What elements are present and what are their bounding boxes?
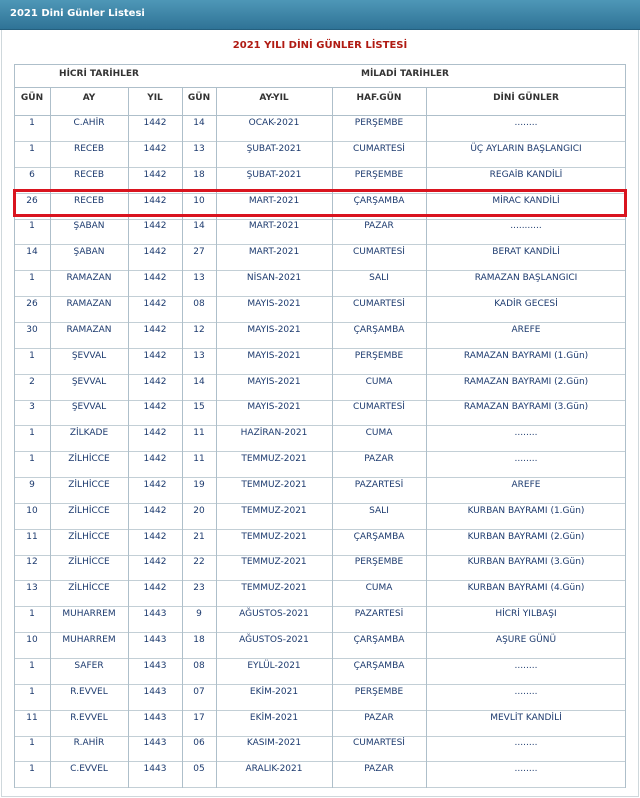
cell-month-year-miladi: MAYIS-2021	[247, 376, 301, 387]
col-weekday: HAF.GÜN	[356, 93, 402, 103]
cell-month-hicri: ŞEVVAL	[71, 376, 107, 387]
cell-year-hicri: 1442	[143, 195, 167, 206]
cell-weekday: PAZAR	[364, 454, 394, 465]
cell-day-hicri: 6	[29, 169, 35, 180]
cell-day-miladi: 11	[193, 454, 205, 465]
cell-month-hicri: MUHARREM	[62, 609, 116, 620]
cell-weekday: CUMA	[365, 583, 393, 594]
cell-religious-day: ........	[514, 738, 538, 749]
cell-day-miladi: 13	[193, 143, 205, 154]
cell-month-year-miladi: MART-2021	[248, 221, 300, 232]
cell-weekday: PERŞEMBE	[354, 686, 404, 697]
col-miladi-month-year: AY-YIL	[259, 93, 289, 103]
cell-religious-day: KADİR GECESİ	[494, 298, 558, 309]
table-row	[14, 400, 626, 426]
cell-month-hicri: C.AHİR	[73, 118, 105, 128]
cell-month-hicri: RECEB	[73, 143, 105, 154]
cell-day-miladi: 19	[193, 479, 205, 490]
cell-month-hicri: ŞEVVAL	[71, 350, 107, 361]
cell-religious-day: ...........	[510, 221, 542, 232]
cell-year-hicri: 1442	[143, 505, 167, 516]
document-title: 2021 YILI DİNİ GÜNLER LİSTESİ	[232, 40, 408, 51]
cell-month-year-miladi: MAYIS-2021	[247, 402, 301, 413]
cell-day-miladi: 07	[193, 686, 205, 697]
window-title: 2021 Dini Günler Listesi	[10, 8, 145, 19]
table-row	[14, 736, 626, 762]
cell-religious-day: KURBAN BAYRAMI (2.Gün)	[467, 531, 585, 542]
cell-month-hicri: MUHARREM	[62, 635, 116, 645]
cell-year-hicri: 1442	[143, 402, 167, 413]
cell-weekday: PAZAR	[364, 764, 394, 775]
cell-month-year-miladi: MAYIS-2021	[247, 298, 301, 309]
col-hicri-month: AY	[82, 93, 96, 103]
cell-religious-day: KURBAN BAYRAMI (1.Gün)	[467, 505, 585, 516]
cell-weekday: CUMA	[365, 428, 393, 439]
cell-religious-day: AREFE	[511, 324, 541, 335]
cell-day-miladi: 27	[193, 247, 205, 258]
window-title-bar	[0, 0, 640, 30]
cell-day-hicri: 9	[29, 479, 35, 490]
table-row	[14, 245, 626, 271]
cell-month-hicri: ZİLHİCCE	[68, 479, 110, 490]
table-row	[14, 530, 626, 556]
cell-day-miladi: 20	[193, 505, 205, 516]
col-hicri-day: GÜN	[20, 93, 44, 103]
cell-month-year-miladi: ARALIK-2021	[245, 764, 303, 775]
table-row	[14, 452, 626, 478]
table-row	[14, 504, 626, 530]
cell-day-hicri: 11	[26, 712, 38, 723]
cell-year-hicri: 1442	[143, 143, 167, 154]
cell-year-hicri: 1442	[143, 350, 167, 361]
cell-weekday: SALI	[369, 273, 389, 284]
table-row	[14, 659, 626, 685]
cell-religious-day: MİRAC KANDİLİ	[492, 195, 560, 206]
cell-month-year-miladi: KASIM-2021	[246, 738, 302, 749]
cell-weekday: PERŞEMBE	[354, 118, 404, 128]
cell-month-year-miladi: ŞUBAT-2021	[246, 143, 302, 154]
cell-weekday: ÇARŞAMBA	[353, 324, 405, 335]
cell-month-year-miladi: TEMMUZ-2021	[241, 583, 307, 594]
table-row	[14, 633, 626, 659]
cell-year-hicri: 1442	[143, 169, 167, 180]
cell-religious-day: RAMAZAN BAYRAMI (3.Gün)	[463, 402, 589, 413]
cell-day-miladi: 13	[193, 350, 205, 361]
cell-day-miladi: 08	[193, 660, 205, 671]
cell-month-hicri: ZİLHİCCE	[68, 505, 110, 516]
table-row	[14, 349, 626, 375]
cell-day-hicri: 1	[29, 660, 35, 671]
cell-month-year-miladi: MART-2021	[248, 247, 300, 258]
cell-religious-day: ........	[514, 454, 538, 465]
cell-religious-day: MEVLİT KANDİLİ	[490, 712, 562, 723]
cell-weekday: CUMARTESİ	[353, 247, 405, 258]
table-row	[14, 478, 626, 504]
cell-year-hicri: 1442	[143, 118, 167, 128]
cell-religious-day: REGAİB KANDİLİ	[489, 169, 563, 180]
cell-weekday: PERŞEMBE	[354, 557, 404, 568]
cell-year-hicri: 1442	[143, 376, 167, 387]
cell-month-hicri: RAMAZAN	[66, 273, 112, 284]
cell-day-miladi: 12	[193, 324, 205, 335]
cell-year-hicri: 1442	[143, 273, 167, 284]
cell-religious-day: BERAT KANDİLİ	[492, 247, 560, 258]
cell-month-hicri: ŞABAN	[73, 247, 105, 258]
cell-weekday: ÇARŞAMBA	[353, 635, 405, 645]
cell-month-hicri: R.EVVEL	[70, 686, 108, 697]
cell-year-hicri: 1442	[143, 298, 167, 309]
cell-year-hicri: 1442	[143, 428, 167, 439]
table-row	[14, 581, 626, 607]
cell-month-year-miladi: EKİM-2021	[249, 712, 299, 723]
cell-month-year-miladi: EKİM-2021	[249, 686, 299, 697]
cell-religious-day: ........	[514, 118, 538, 128]
cell-day-hicri: 1	[29, 454, 35, 465]
table-row	[14, 219, 626, 245]
cell-month-year-miladi: TEMMUZ-2021	[241, 531, 307, 542]
cell-day-hicri: 14	[26, 247, 38, 258]
cell-month-hicri: RECEB	[73, 195, 105, 206]
cell-weekday: CUMARTESİ	[353, 738, 405, 749]
hicri-group-header: HİCRİ TARİHLER	[59, 69, 139, 79]
cell-month-year-miladi: AĞUSTOS-2021	[239, 609, 309, 620]
cell-weekday: ÇARŞAMBA	[353, 531, 405, 542]
cell-religious-day: ........	[514, 660, 538, 671]
cell-day-miladi: 15	[193, 402, 205, 413]
cell-religious-day: RAMAZAN BAYRAMI (2.Gün)	[463, 376, 589, 387]
cell-weekday: CUMA	[365, 376, 393, 387]
cell-month-year-miladi: AĞUSTOS-2021	[239, 635, 309, 645]
cell-month-hicri: ZİLHİCCE	[68, 557, 110, 568]
table-row	[14, 685, 626, 711]
table-column-header	[14, 88, 626, 116]
cell-day-hicri: 2	[29, 376, 35, 387]
cell-day-hicri: 1	[29, 273, 35, 284]
cell-day-miladi: 06	[193, 738, 205, 749]
cell-weekday: PAZARTESİ	[354, 609, 404, 620]
cell-year-hicri: 1442	[143, 479, 167, 490]
cell-year-hicri: 1442	[143, 583, 167, 594]
table-row	[14, 607, 626, 633]
cell-religious-day: AREFE	[511, 479, 541, 490]
cell-month-hicri: ZİLKADE	[69, 428, 109, 439]
cell-month-year-miladi: OCAK-2021	[248, 118, 300, 128]
cell-year-hicri: 1443	[143, 764, 167, 775]
cell-month-hicri: ŞEVVAL	[71, 402, 107, 413]
cell-day-hicri: 26	[26, 298, 38, 309]
cell-religious-day: HİCRİ YILBAŞI	[495, 609, 557, 620]
cell-day-hicri: 3	[29, 402, 35, 413]
cell-year-hicri: 1443	[143, 686, 167, 697]
cell-day-hicri: 1	[29, 143, 35, 154]
cell-weekday: ÇARŞAMBA	[353, 195, 405, 206]
cell-month-year-miladi: TEMMUZ-2021	[241, 505, 307, 516]
cell-weekday: CUMARTESİ	[353, 143, 405, 154]
table-group-header	[14, 64, 626, 88]
cell-weekday: PERŞEMBE	[354, 350, 404, 361]
miladi-group-header: MİLADİ TARİHLER	[361, 69, 449, 79]
cell-weekday: PAZAR	[364, 712, 394, 723]
cell-religious-day: ÜÇ AYLARIN BAŞLANGICI	[470, 143, 582, 154]
cell-month-year-miladi: NİSAN-2021	[246, 273, 302, 284]
cell-day-hicri: 1	[29, 350, 35, 361]
table-row	[14, 426, 626, 452]
cell-month-hicri: SAFER	[74, 660, 104, 671]
cell-religious-day: RAMAZAN BAYRAMI (1.Gün)	[463, 350, 589, 361]
cell-day-miladi: 9	[196, 609, 202, 620]
cell-day-miladi: 23	[193, 583, 205, 594]
cell-weekday: PERŞEMBE	[354, 169, 404, 180]
cell-month-year-miladi: HAZİRAN-2021	[240, 428, 308, 439]
cell-month-year-miladi: TEMMUZ-2021	[241, 454, 307, 465]
cell-day-hicri: 1	[29, 764, 35, 775]
table-row	[14, 762, 626, 788]
cell-month-hicri: R.EVVEL	[70, 712, 108, 723]
table-row	[14, 711, 626, 737]
cell-weekday: CUMARTESİ	[353, 402, 405, 413]
cell-day-hicri: 10	[26, 635, 38, 645]
cell-day-miladi: 18	[193, 635, 205, 645]
cell-day-hicri: 1	[29, 428, 35, 439]
cell-religious-day: AŞURE GÜNÜ	[495, 635, 557, 645]
cell-year-hicri: 1443	[143, 660, 167, 671]
cell-day-hicri: 26	[26, 195, 38, 206]
cell-day-miladi: 08	[193, 298, 205, 309]
cell-weekday: ÇARŞAMBA	[353, 660, 405, 671]
cell-day-miladi: 05	[193, 764, 205, 775]
cell-day-miladi: 14	[193, 221, 205, 232]
cell-day-hicri: 13	[26, 583, 38, 594]
cell-religious-day: KURBAN BAYRAMI (3.Gün)	[467, 557, 585, 568]
table-row	[14, 271, 626, 297]
cell-month-hicri: ZİLHİCCE	[68, 454, 110, 465]
cell-day-miladi: 14	[193, 376, 205, 387]
cell-day-hicri: 12	[26, 557, 38, 568]
cell-month-year-miladi: MART-2021	[248, 195, 300, 206]
cell-day-hicri: 1	[29, 686, 35, 697]
table-row	[14, 375, 626, 401]
col-religious-day: DİNİ GÜNLER	[493, 93, 559, 103]
cell-year-hicri: 1442	[143, 531, 167, 542]
cell-year-hicri: 1443	[143, 635, 167, 645]
cell-year-hicri: 1442	[143, 557, 167, 568]
cell-year-hicri: 1442	[143, 324, 167, 335]
cell-month-hicri: RAMAZAN	[66, 298, 112, 309]
cell-day-hicri: 11	[26, 531, 38, 542]
cell-day-hicri: 10	[26, 505, 38, 516]
cell-month-hicri: RAMAZAN	[66, 324, 112, 335]
table-row	[14, 323, 626, 349]
cell-month-hicri: ZİLHİCCE	[68, 531, 110, 542]
cell-day-miladi: 17	[193, 712, 205, 723]
cell-month-hicri: ZİLHİCCE	[68, 583, 110, 594]
cell-year-hicri: 1442	[143, 221, 167, 232]
cell-year-hicri: 1443	[143, 609, 167, 620]
cell-month-year-miladi: TEMMUZ-2021	[241, 557, 307, 568]
cell-day-hicri: 1	[29, 609, 35, 620]
col-miladi-day: GÜN	[187, 93, 211, 103]
cell-religious-day: RAMAZAN BAŞLANGICI	[474, 273, 578, 284]
cell-day-miladi: 18	[193, 169, 205, 180]
col-hicri-year: YIL	[147, 93, 163, 103]
cell-year-hicri: 1442	[143, 454, 167, 465]
cell-day-miladi: 21	[193, 531, 205, 542]
table-row	[14, 142, 626, 168]
cell-month-year-miladi: ŞUBAT-2021	[246, 169, 302, 180]
cell-month-hicri: R.AHİR	[73, 738, 105, 749]
cell-month-hicri: RECEB	[73, 169, 105, 180]
cell-religious-day: KURBAN BAYRAMI (4.Gün)	[467, 583, 585, 594]
cell-month-hicri: ŞABAN	[73, 221, 105, 232]
table-row	[14, 555, 626, 581]
table-row	[14, 116, 626, 142]
cell-month-hicri: C.EVVEL	[70, 764, 108, 775]
cell-day-miladi: 10	[193, 195, 205, 206]
cell-weekday: PAZAR	[364, 221, 394, 232]
cell-weekday: SALI	[369, 505, 389, 516]
cell-month-year-miladi: EYLÜL-2021	[247, 660, 301, 671]
cell-religious-day: ........	[514, 428, 538, 439]
cell-day-miladi: 11	[193, 428, 205, 439]
cell-month-year-miladi: TEMMUZ-2021	[241, 479, 307, 490]
cell-religious-day: ........	[514, 764, 538, 775]
cell-year-hicri: 1442	[143, 247, 167, 258]
cell-day-hicri: 30	[26, 324, 38, 335]
table-row	[14, 297, 626, 323]
cell-month-year-miladi: MAYIS-2021	[247, 324, 301, 335]
cell-day-hicri: 1	[29, 118, 35, 128]
cell-day-hicri: 1	[29, 738, 35, 749]
highlighted-row-outline	[13, 189, 627, 217]
cell-month-year-miladi: MAYIS-2021	[247, 350, 301, 361]
cell-day-hicri: 1	[29, 221, 35, 232]
cell-day-miladi: 22	[193, 557, 205, 568]
cell-day-miladi: 13	[193, 273, 205, 284]
cell-year-hicri: 1443	[143, 712, 167, 723]
cell-day-miladi: 14	[193, 118, 205, 128]
cell-year-hicri: 1443	[143, 738, 167, 749]
cell-religious-day: ........	[514, 686, 538, 697]
cell-weekday: CUMARTESİ	[353, 298, 405, 309]
cell-weekday: PAZARTESİ	[354, 479, 404, 490]
